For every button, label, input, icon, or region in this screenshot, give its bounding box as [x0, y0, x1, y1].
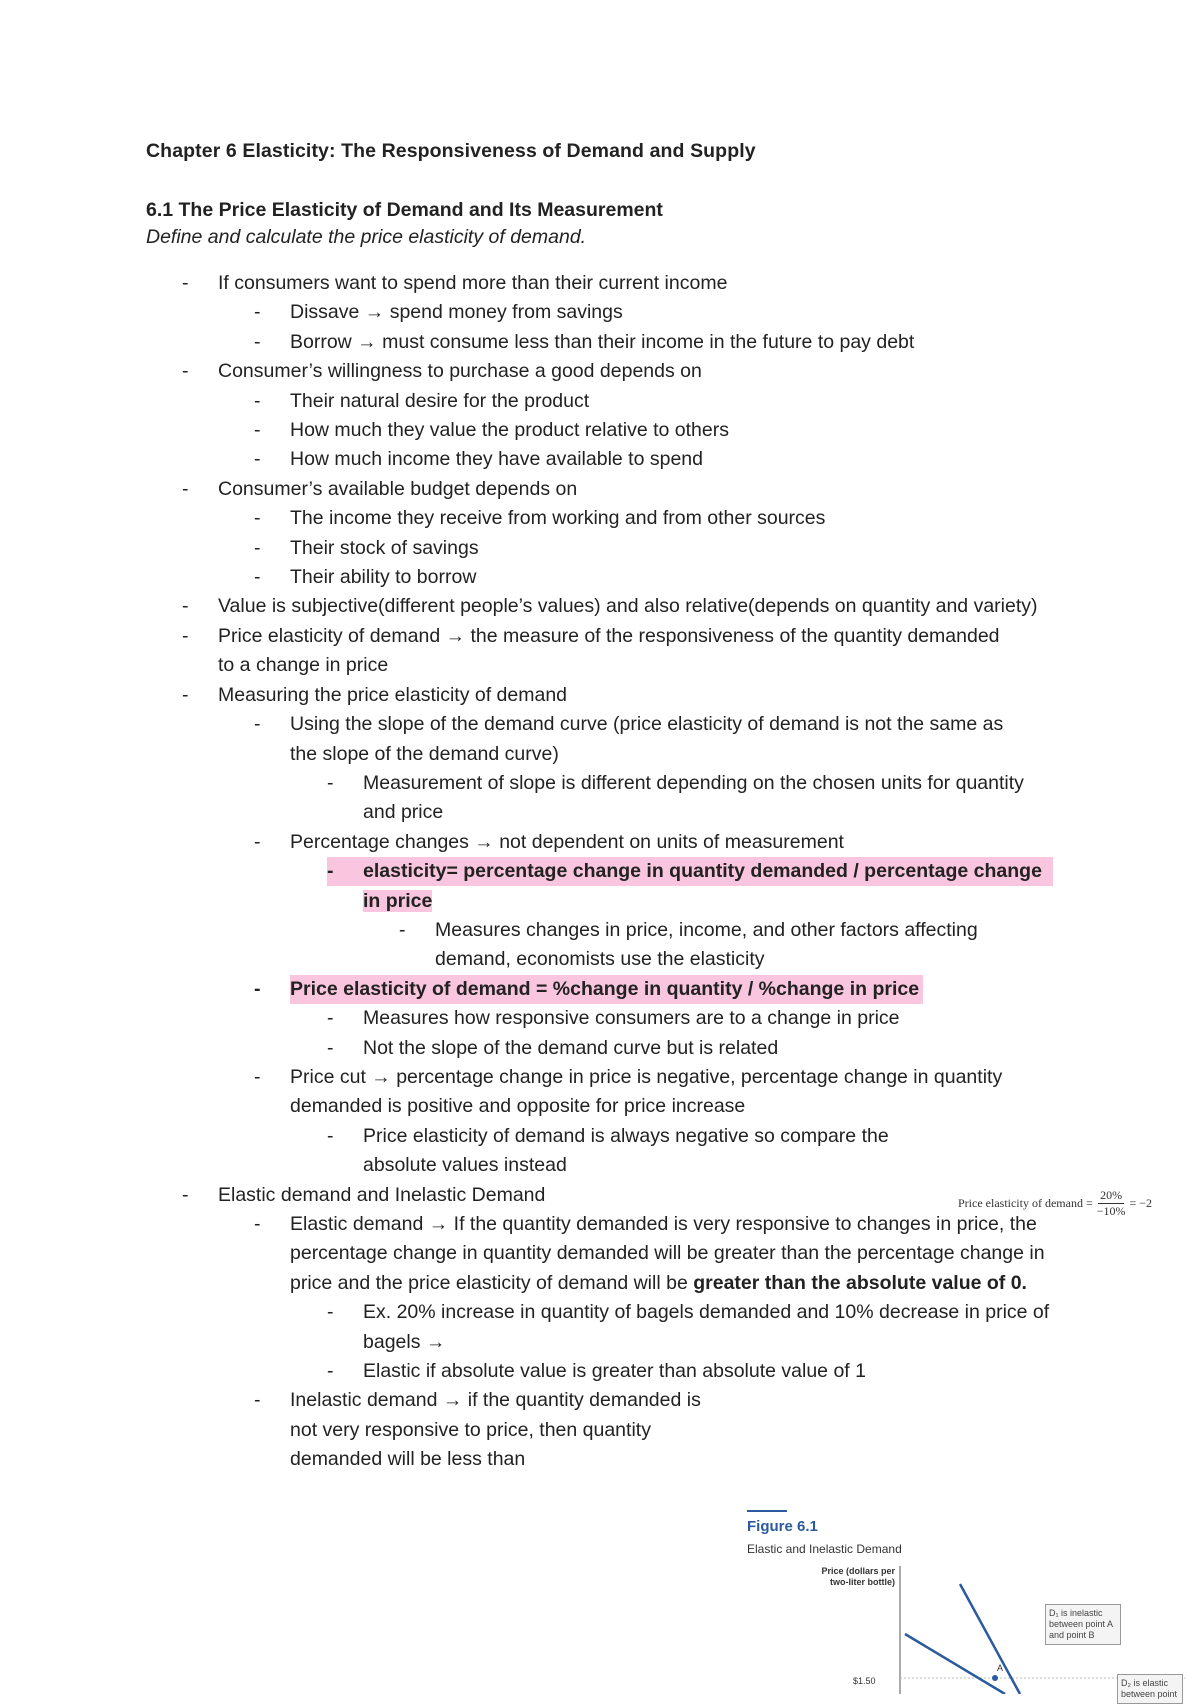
- notes-outline: [146, 269, 1146, 1475]
- list-item: - Their stock of savings: [254, 536, 479, 559]
- list-item: - If consumers want to spend more than their current income: [182, 272, 728, 294]
- list-item: - Price elasticity of demand → the measure of the responsiveness of the quantity demanded to a change in price: [182, 624, 1000, 677]
- highlighted-definition: - elasticity= percentage change in quantity demanded / percentage change in price: [327, 857, 1053, 916]
- list-item: - Elastic if absolute value is greater than absolute value of 1: [327, 1360, 866, 1383]
- figure-title: Figure 6.1: [747, 1518, 818, 1535]
- list-item: - Consumer’s available budget depends on: [182, 477, 578, 500]
- highlighted-formula: - Price elasticity of demand = %change in quantity / %change in price: [254, 975, 1146, 1004]
- list-item: - Using the slope of the demand curve (price elasticity of demand is not the same as the slope of the demand curve): [254, 713, 1004, 765]
- point-a-label: A: [997, 1663, 1004, 1673]
- list-item: - Elastic demand → If the quantity demanded is very responsive to changes in price, the percentage change in quantity demanded will be greater than the percentage change in price and the price elasticity of demand will be greater than the absolute value of 0.: [254, 1213, 1045, 1294]
- price-tick-label: $1.50: [853, 1676, 876, 1686]
- figure-6-1: [745, 1506, 1185, 1699]
- list-item: - Consumer’s willingness to purchase a good depends on: [182, 360, 702, 383]
- list-item: - Measures how responsive consumers are to a change in price: [327, 1007, 900, 1030]
- list-item: - How much income they have available to spend: [254, 448, 703, 471]
- list-item: - Measuring the price elasticity of demand: [182, 683, 568, 706]
- list-item: - Their ability to borrow: [254, 566, 477, 589]
- list-item: - Their natural desire for the product: [254, 389, 590, 412]
- figure-subtitle: Elastic and Inelastic Demand: [747, 1542, 902, 1556]
- formula-fraction: $\frac{20\%}{-10\%}$: [1096, 1188, 1126, 1218]
- elastic-callout: D₂ is elastic between point: [1117, 1674, 1183, 1704]
- list-item: - Borrow → must consume less than their income in the future to pay debt: [254, 330, 915, 353]
- section-objective: Define and calculate the price elasticity of demand.: [146, 226, 587, 248]
- document-page: [146, 140, 1146, 1475]
- list-item: - Percentage changes → not dependent on units of measurement: [254, 830, 844, 853]
- list-item: - Not the slope of the demand curve but is related: [327, 1036, 779, 1059]
- section-heading: 6.1 The Price Elasticity of Demand and Its Measurement: [146, 199, 663, 221]
- list-item: - Price cut → percentage change in price is negative, percentage change in quantity demanded is positive and opposite for price increase: [254, 1065, 1003, 1118]
- chapter-title: Chapter 6 Elasticity: The Responsiveness of Demand and Supply: [146, 140, 756, 162]
- demand-graph: [745, 1506, 1185, 1694]
- list-item: - Ex. 20% increase in quantity of bagels demanded and 10% decrease in price of bagels →: [327, 1301, 1050, 1353]
- list-item: - Dissave → spend money from savings: [254, 301, 623, 324]
- list-item: - Value is subjective(different people’s values) and also relative(depends on quantity and variety): [182, 595, 1038, 618]
- list-item: - Measures changes in price, income, and other factors affecting demand, economists use the elasticity: [399, 918, 978, 971]
- list-item: - Measurement of slope is different depending on the chosen units for quantity and price: [327, 771, 1024, 824]
- list-item: - Price elasticity of demand is always negative so compare the absolute values instead: [327, 1124, 889, 1177]
- list-item: - Elastic demand and Inelastic Demand: [182, 1183, 546, 1206]
- point-a: [992, 1675, 998, 1681]
- list-item: - How much they value the product relative to others: [254, 419, 729, 442]
- figure-y-axis-label: Price (dollars per two-liter bottle): [821, 1566, 895, 1587]
- list-item: - The income they receive from working and from other sources: [254, 507, 826, 530]
- list-item: - Inelastic demand → if the quantity demanded is not very responsive to price, then quantity demanded will be less than: [254, 1389, 701, 1471]
- elasticity-formula: Price elasticity of demand = $\frac{20\%}{-10\%}$ = −2: [958, 1188, 1153, 1218]
- elastic-demand-line: [905, 1634, 1005, 1694]
- inelastic-callout: D₁ is inelastic between point A and point B: [1045, 1604, 1121, 1645]
